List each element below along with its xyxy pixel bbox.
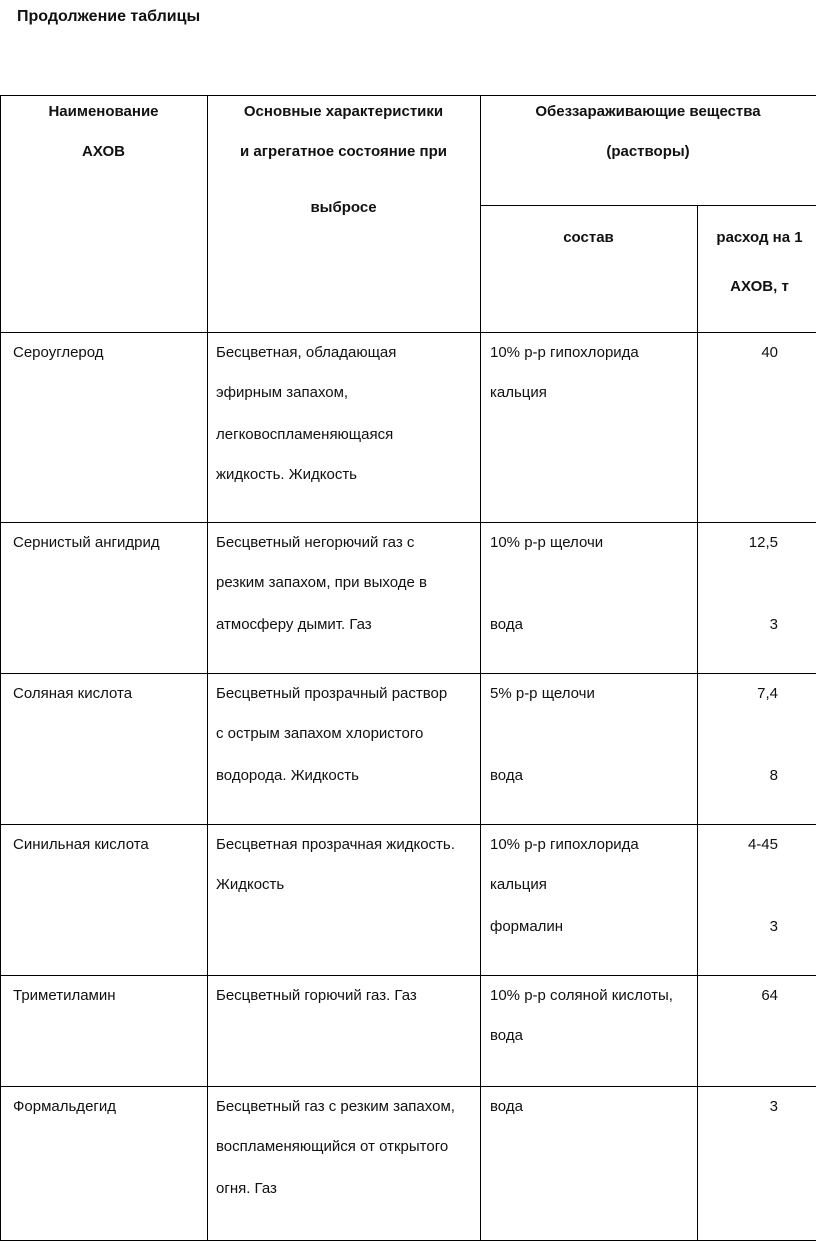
row-composition: кальция [490, 876, 547, 893]
row-consumption: 3 [769, 918, 778, 935]
col-line-2 [480, 95, 481, 1241]
row-description: жидкость. Жидкость [216, 466, 357, 483]
row-description: Бесцветный газ с резким запахом, [216, 1098, 455, 1115]
row-consumption: 3 [769, 616, 778, 633]
row-composition: вода [490, 1098, 523, 1115]
row-composition: вода [490, 616, 523, 633]
row-description: Жидкость [216, 876, 285, 893]
row-composition: вода [490, 1027, 523, 1044]
row-description: огня. Газ [216, 1180, 277, 1197]
row-composition: формалин [490, 918, 564, 935]
header-name: АХОВ [82, 143, 125, 160]
row-composition: 10% р-р соляной кислоты, [490, 987, 673, 1004]
row-consumption: 64 [761, 987, 778, 1004]
row-consumption: 7,4 [757, 685, 778, 702]
row-description: воспламеняющийся от открытого [216, 1138, 449, 1155]
disinfectants-table [0, 95, 816, 1241]
row-consumption: 8 [769, 767, 778, 784]
header-characteristics: выбросе [310, 199, 377, 216]
row-name: Формальдегид [13, 1098, 117, 1115]
row-composition: 10% р-р гипохлорида [490, 836, 639, 853]
row-description: атмосферу дымит. Газ [216, 616, 372, 633]
row-description: водорода. Жидкость [216, 767, 359, 784]
table-caption: Продолжение таблицы [17, 8, 201, 25]
row-description: Бесцветный горючий газ. Газ [216, 987, 417, 1004]
col-line-1 [207, 95, 208, 1241]
row-description: эфирным запахом, [216, 384, 349, 401]
row-consumption: 12,5 [748, 534, 778, 551]
row-name: Синильная кислота [13, 836, 149, 853]
row-description: Бесцветная прозрачная жидкость. [216, 836, 455, 853]
row-description: легковоспламеняющаяся [216, 426, 394, 443]
row-composition: 10% р-р гипохлорида [490, 344, 639, 361]
header-characteristics: и агрегатное состояние при [240, 143, 447, 160]
header-agents: Обеззараживающие вещества [535, 103, 761, 120]
row-name: Соляная кислота [13, 685, 133, 702]
header-consumption: АХОВ, т [730, 278, 789, 295]
header-divider [480, 205, 816, 206]
col-line-0 [0, 95, 1, 1241]
row-consumption: 4-45 [747, 836, 778, 853]
row-composition: вода [490, 767, 523, 784]
header-agents: (растворы) [606, 143, 690, 160]
header-composition: состав [563, 229, 614, 246]
row-description: с острым запахом хлористого [216, 725, 424, 742]
header-consumption: расход на 1 [716, 229, 803, 246]
row-name: Сероуглерод [13, 344, 104, 361]
row-name: Триметиламин [13, 987, 116, 1004]
row-consumption: 40 [761, 344, 778, 361]
row-divider-0 [0, 332, 816, 333]
row-description: Бесцветная, обладающая [216, 344, 397, 361]
row-description: резким запахом, при выходе в [216, 574, 427, 591]
row-description: Бесцветный негорючий газ с [216, 534, 415, 551]
row-composition: кальция [490, 384, 547, 401]
row-composition: 5% р-р щелочи [490, 685, 595, 702]
row-description: Бесцветный прозрачный раствор [216, 685, 448, 702]
header-characteristics: Основные характеристики [243, 103, 444, 120]
row-name: Сернистый ангидрид [13, 534, 160, 551]
row-composition: 10% р-р щелочи [490, 534, 604, 551]
header-name: Наименование [48, 103, 159, 120]
row-consumption: 3 [769, 1098, 778, 1115]
row-divider-6 [0, 1240, 816, 1241]
